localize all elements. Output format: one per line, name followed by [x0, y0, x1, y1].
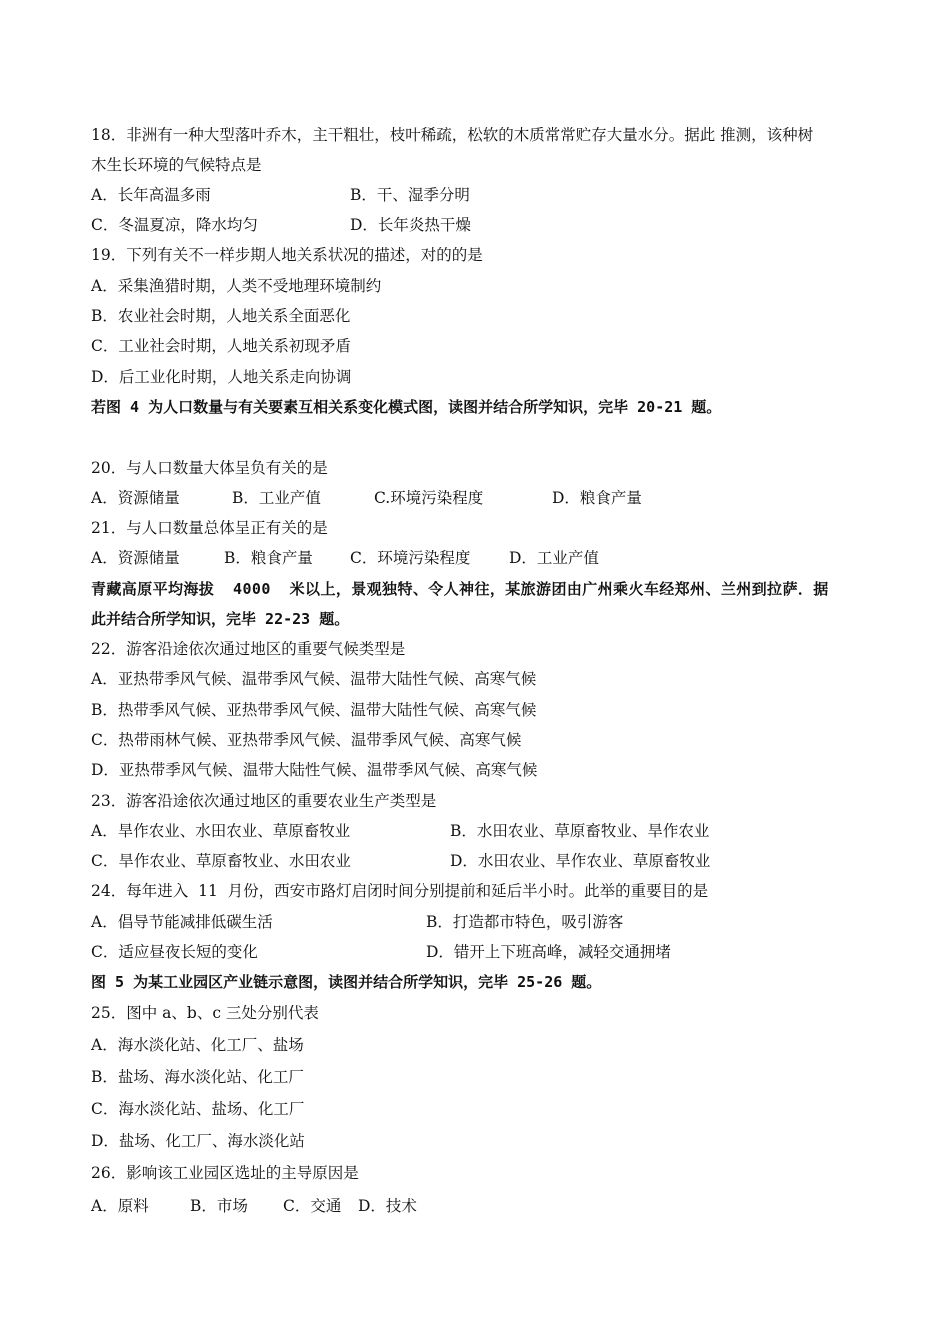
- q24-option-a: A．倡导节能减排低碳生活: [91, 913, 273, 931]
- q21-option-b: B．粮食产量: [224, 549, 313, 567]
- q22-option-b: B．热带季风气候、亚热带季风气候、温带大陆性气候、高寒气候: [91, 701, 537, 719]
- intro-22-23-line2: 此并结合所学知识，完毕 22-23 题。: [91, 610, 350, 628]
- intro-20-21: 若图 4 为人口数量与有关要素互相关系变化模式图，读图并结合所学知识，完毕 20-21 题。: [91, 398, 722, 416]
- q20-option-c: C.环境污染程度: [374, 489, 484, 507]
- q19-option-b: B．农业社会时期，人地关系全面恶化: [91, 307, 351, 325]
- q26-stem: 26．影响该工业园区选址的主导原因是: [91, 1164, 359, 1182]
- q18-option-d: D．长年炎热干燥: [350, 216, 471, 234]
- q22-option-c: C．热带雨林气候、亚热带季风气候、温带季风气候、高寒气候: [91, 731, 522, 749]
- q22-stem: 22．游客沿途依次通过地区的重要气候类型是: [91, 640, 406, 658]
- q18-stem-line2: 木生长环境的气候特点是: [91, 156, 262, 174]
- q25-option-b: B．盐场、海水淡化站、化工厂: [91, 1068, 304, 1086]
- q21-stem: 21．与人口数量总体呈正有关的是: [91, 519, 328, 537]
- q21-option-c: C．环境污染程度: [350, 549, 471, 567]
- q20-stem: 20．与人口数量大体呈负有关的是: [91, 459, 328, 477]
- q24-option-b: B．打造都市特色，吸引游客: [426, 913, 624, 931]
- q23-option-c: C．旱作农业、草原畜牧业、水田农业: [91, 852, 351, 870]
- q18-option-b: B．干、湿季分明: [350, 186, 470, 204]
- q25-option-c: C．海水淡化站、盐场、化工厂: [91, 1100, 305, 1118]
- q20-option-b: B．工业产值: [232, 489, 321, 507]
- q23-option-b: B．水田农业、草原畜牧业、旱作农业: [450, 822, 710, 840]
- q18-option-c: C．冬温夏凉，降水均匀: [91, 216, 258, 234]
- q19-option-d: D．后工业化时期，人地关系走向协调: [91, 368, 352, 386]
- q21-option-d: D．工业产值: [509, 549, 599, 567]
- q18-option-a: A．长年高温多雨: [91, 186, 211, 204]
- intro-22-23-line1: 青藏高原平均海拔 4000 米以上，景观独特、令人神往，某旅游团由广州乘火车经郑州、兰州到拉萨．据: [91, 580, 829, 598]
- q24-stem: 24．每年进入 11 月份，西安市路灯启闭时间分别提前和延后半小时。此举的重要目的是: [91, 882, 709, 900]
- q26-option-d: D．技术: [358, 1197, 417, 1215]
- q18-stem-line1: 18．非洲有一种大型落叶乔木，主干粗壮，枝叶稀疏，松软的木质常常贮存大量水分。据此 推测，该种树: [91, 126, 814, 144]
- q25-option-a: A．海水淡化站、化工厂、盐场: [91, 1036, 304, 1054]
- q25-stem: 25．图中 a、b、c 三处分别代表: [91, 1004, 319, 1022]
- q21-option-a: A．资源储量: [91, 549, 180, 567]
- q19-option-c: C．工业社会时期，人地关系初现矛盾: [91, 337, 351, 355]
- q22-option-d: D．亚热带季风气候、温带大陆性气候、温带季风气候、高寒气候: [91, 761, 538, 779]
- q26-option-b: B．市场: [190, 1197, 248, 1215]
- q24-option-d: D．错开上下班高峰，减轻交通拥堵: [426, 943, 671, 961]
- q23-option-d: D．水田农业、旱作农业、草原畜牧业: [450, 852, 711, 870]
- intro-25-26: 图 5 为某工业园区产业链示意图，读图并结合所学知识，完毕 25-26 题。: [91, 973, 602, 991]
- q25-option-d: D．盐场、化工厂、海水淡化站: [91, 1132, 305, 1150]
- q22-option-a: A．亚热带季风气候、温带季风气候、温带大陆性气候、高寒气候: [91, 670, 537, 688]
- q26-option-c: C．交通: [283, 1197, 342, 1215]
- q23-stem: 23．游客沿途依次通过地区的重要农业生产类型是: [91, 792, 437, 810]
- q20-option-a: A．资源储量: [91, 489, 180, 507]
- q19-stem: 19．下列有关不一样步期人地关系状况的描述，对的的是: [91, 246, 483, 264]
- q20-option-d: D．粮食产量: [552, 489, 642, 507]
- q19-option-a: A．采集渔猎时期，人类不受地理环境制约: [91, 277, 382, 295]
- q24-option-c: C．适应昼夜长短的变化: [91, 943, 258, 961]
- q23-option-a: A．旱作农业、水田农业、草原畜牧业: [91, 822, 351, 840]
- q26-option-a: A．原料: [91, 1197, 149, 1215]
